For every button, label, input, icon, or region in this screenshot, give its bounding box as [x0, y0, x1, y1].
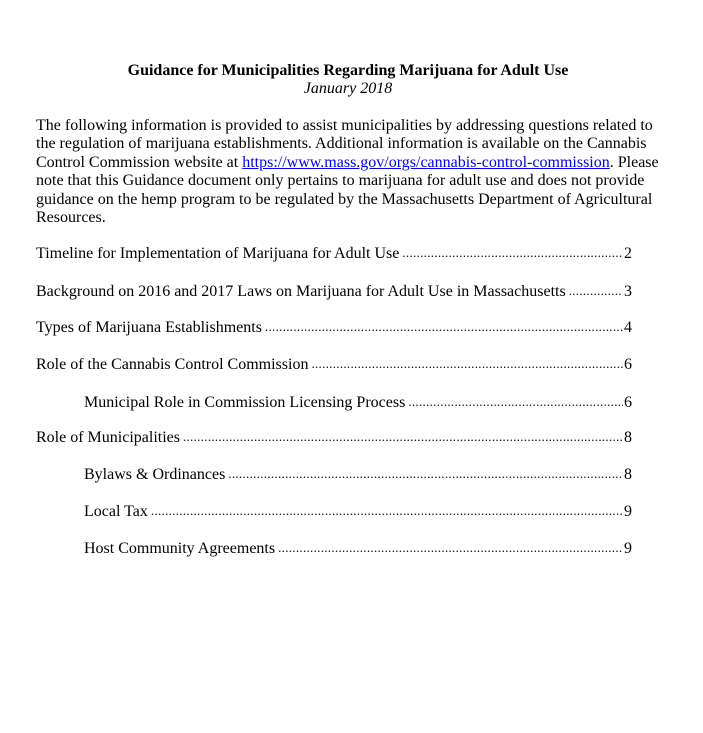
toc-entry-label: Bylaws & Ordinances — [84, 466, 226, 483]
toc-page-number: 8 — [624, 429, 632, 446]
toc-page-number: 9 — [624, 540, 632, 557]
toc-entry-label: Timeline for Implementation of Marijuana for Adult Use — [36, 245, 400, 262]
toc-dot-leader — [151, 504, 623, 518]
toc-dot-leader — [265, 320, 623, 334]
toc-page-number: 2 — [624, 245, 632, 262]
intro-text-part2: . Please note that this Guidance document only pertains to marijuana for adult use and does not provide guidance on the hemp program to be regulated by the Massachusetts Department of Agricultural Resources. — [36, 153, 659, 227]
toc-dot-leader — [183, 430, 623, 444]
toc-page-number: 6 — [624, 394, 632, 411]
intro-text-part1: The following information is provided to assist municipalities by addressing questions related to the regulation of marijuana establishments. Additional information is available on the Cannabis Control Commission website at — [36, 117, 653, 171]
toc-entry-label: Host Community Agreements — [84, 540, 276, 557]
toc-entry-commission-role[interactable] — [36, 354, 632, 374]
toc-dot-leader — [311, 357, 623, 371]
toc-dot-leader — [408, 395, 623, 409]
toc-dot-leader — [402, 246, 623, 260]
toc-entry-label: Background on 2016 and 2017 Laws on Marijuana for Adult Use in Massachusetts — [36, 283, 566, 300]
toc-dot-leader — [569, 284, 623, 298]
toc-dot-leader — [278, 541, 623, 555]
toc-page-number: 9 — [624, 503, 632, 520]
toc-entry-timeline[interactable] — [36, 243, 632, 263]
toc-entry-bylaws[interactable] — [84, 464, 632, 484]
toc-entry-licensing[interactable] — [84, 392, 632, 412]
toc-dot-leader — [228, 467, 623, 481]
document-title: Guidance for Municipalities Regarding Marijuana for Adult Use — [127, 62, 569, 79]
toc-page-number: 4 — [624, 319, 632, 336]
toc-entry-municipalities-role[interactable] — [36, 427, 632, 447]
toc-page-number: 8 — [624, 466, 632, 483]
intro-paragraph — [36, 117, 666, 227]
toc-page-number: 3 — [624, 283, 632, 300]
toc-entry-label: Role of the Cannabis Control Commission — [36, 356, 309, 373]
toc-entry-local-tax[interactable] — [84, 501, 632, 521]
toc-page-number: 6 — [624, 356, 632, 373]
document-date: January 2018 — [303, 80, 393, 97]
toc-entry-types[interactable] — [36, 317, 632, 337]
toc-entry-host-agreements[interactable] — [84, 538, 632, 558]
toc-entry-label: Role of Municipalities — [36, 429, 180, 446]
commission-website-link[interactable]: https://www.mass.gov/orgs/cannabis-control-commission — [242, 153, 610, 171]
toc-entry-background[interactable] — [36, 281, 632, 301]
toc-entry-label: Local Tax — [84, 503, 148, 520]
toc-entry-label: Types of Marijuana Establishments — [36, 319, 262, 336]
toc-entry-label: Municipal Role in Commission Licensing Process — [84, 394, 406, 411]
